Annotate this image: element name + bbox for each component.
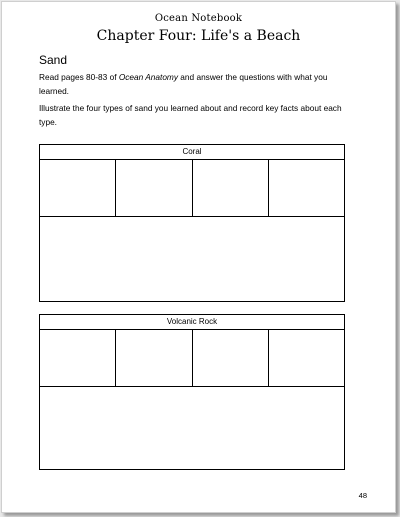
illustration-row [40,160,344,217]
page-number: 48 [358,491,367,500]
drawing-cell [40,330,116,386]
sand-type-label: Volcanic Rock [40,315,344,330]
sand-type-box-volcanic-rock [39,314,345,470]
sand-type-box-coral [39,144,345,302]
drawing-cell [40,160,116,216]
drawing-cell [116,160,192,216]
illustration-instruction: Illustrate the four types of sand you learned about and record key facts about each type. [39,103,342,127]
drawing-cell [269,330,344,386]
worksheet-page [1,1,396,513]
drawing-cell [193,330,269,386]
instruction-text-end: and answer the questions with what you learned. [39,72,328,96]
chapter-title: Chapter Four: Life's a Beach [96,28,301,44]
drawing-cell [269,160,344,216]
facts-area [40,387,344,471]
notebook-header: Ocean Notebook [154,13,243,24]
reading-instruction [39,70,359,98]
drawing-cell [193,160,269,216]
instruction-text-start: Read pages 80-83 of [39,72,119,82]
illustration-row [40,330,344,387]
sand-type-label: Coral [40,145,344,160]
book-title: Ocean Anatomy [118,72,178,82]
section-heading: Sand [39,53,68,67]
drawing-cell [116,330,192,386]
facts-area [40,217,344,301]
